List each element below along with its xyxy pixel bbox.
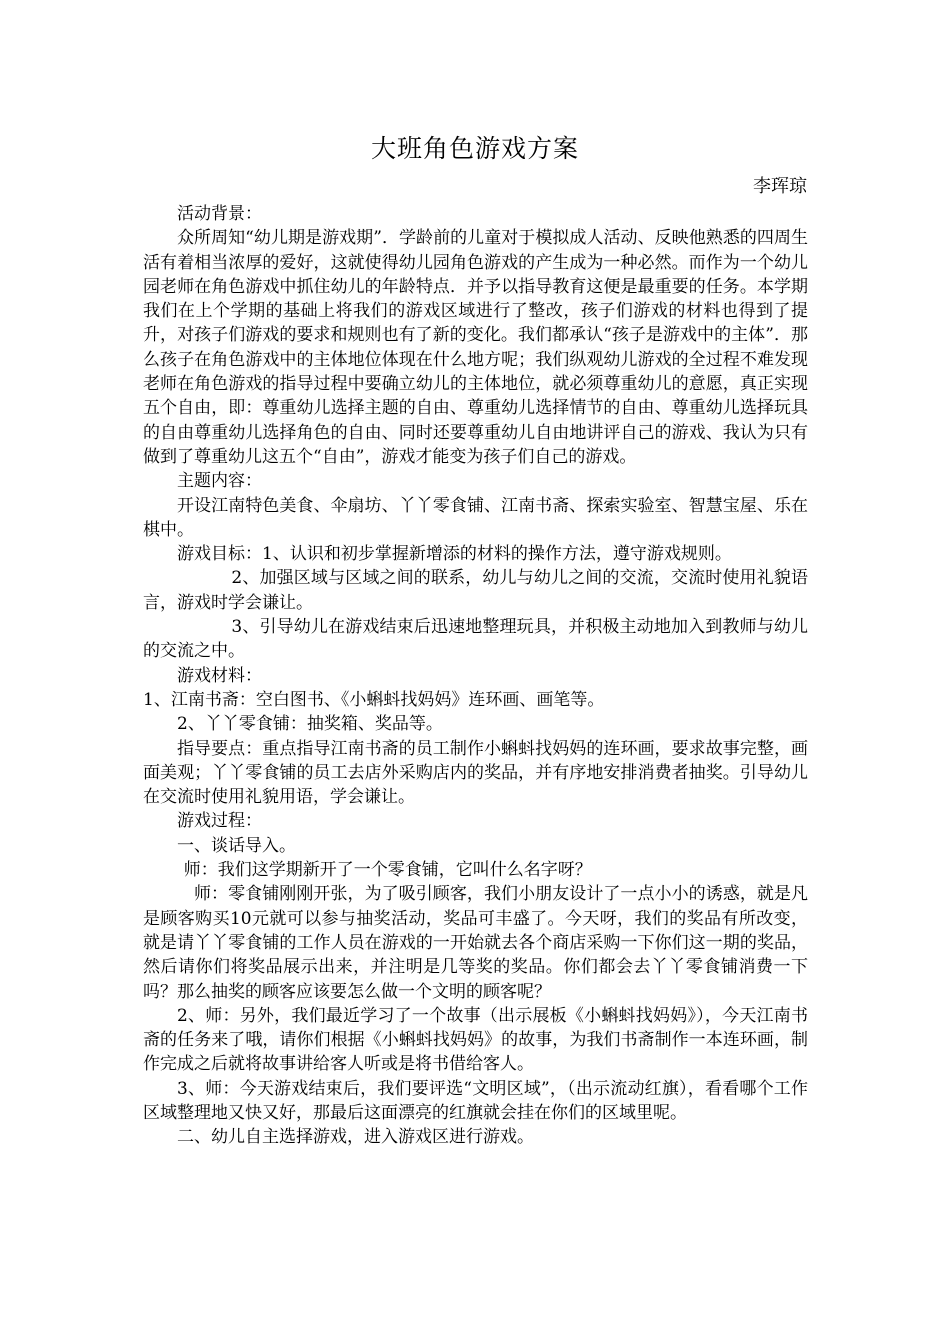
teacher-line-2: 师：零食铺刚刚开张，为了吸引顾客，我们小朋友设计了一点小小的诱惑，就是凡是顾客购买10元就可以参与抽奖活动，奖品可丰盛了。今天呀，我们的奖品有所改变，就是请丫丫零食铺的工作人员在游戏的一开始就去各个商店采购一下你们这一期的奖品，然后请你们将奖品展示出来，并注明是几等奖的奖品。你们都会去丫丫零食铺消费一下吗？那么抽奖的顾客应该要怎么做一个文明的顾客呢？ — [143, 884, 808, 1002]
document-title: 大班角色游戏方案 — [370, 134, 579, 163]
teacher-line-3: 2、师：另外，我们最近学习了一个故事（出示展板《小蝌蚪找妈妈》），今天江南书斋的任务来了哦，请你们根据《小蝌蚪找妈妈》的故事，为我们书斋制作一本连环画，制作完成之后就将故事讲给客人听或是将书借给客人。 — [143, 1005, 808, 1075]
paragraph-theme: 开设江南特色美食、伞扇坊、丫丫零食铺、江南书斋、探索实验室、智慧宝屋、乐在棋中。 — [143, 495, 808, 540]
goal-item-2: 2、加强区域与区域之间的联系，幼儿与幼儿之间的交流，交流时使用礼貌语言，游戏时学会谦让。 — [143, 568, 808, 613]
process-step-1: 一、谈话导入。 — [177, 835, 296, 856]
document-body — [143, 202, 808, 1150]
section-heading-process: 游戏过程： — [177, 811, 262, 832]
section-heading-background: 活动背景： — [177, 204, 262, 224]
materials-item-1: 1、江南书斋：空白图书、《小蝌蚪找妈妈》连环画、画笔等。 — [143, 689, 605, 710]
document-author: 李珲琼 — [753, 176, 807, 197]
section-heading-theme: 主题内容： — [177, 471, 262, 492]
teacher-line-4: 3、师：今天游戏结束后，我们要评选“文明区域”，（出示流动红旗），看看哪个工作区域整理地又快又好，那最后这面漂亮的红旗就会挂在你们的区域里呢。 — [143, 1078, 808, 1123]
paragraph-background: 众所周知“幼儿期是游戏期”．学龄前的儿童对于模拟成人活动、反映他熟悉的四周生活有着相当浓厚的爱好，这就使得幼儿园角色游戏的产生成为一种必然。而作为一个幼儿园老师在角色游戏中抓住幼儿的年龄特点．并予以指导教育这便是最重要的任务。本学期我们在上个学期的基础上将我们的游戏区域进行了整改，孩子们游戏的材料也得到了提升，对孩子们游戏的要求和规则也有了新的变化。我们都承认“孩子是游戏中的主体”．那么孩子在角色游戏中的主体地位体现在什么地方呢；我们纵观幼儿游戏的全过程不难发现老师在角色游戏的指导过程中要确立幼儿的主体地位，就必须尊重幼儿的意愿，真正实现五个自由，即：尊重幼儿选择主题的自由、尊重幼儿选择情节的自由、尊重幼儿选择玩具的自由尊重幼儿选择角色的自由、同时还要尊重幼儿自由地讲评自己的游戏、我认为只有做到了尊重幼儿这五个“自由”，游戏才能变为孩子们自己的游戏。 — [143, 228, 808, 467]
section-heading-materials: 游戏材料： — [177, 665, 262, 686]
teacher-line-1: 师：我们这学期新开了一个零食铺，它叫什么名字呀？ — [183, 860, 592, 881]
goal-item-3: 3、引导幼儿在游戏结束后迅速地整理玩具，并积极主动地加入到教师与幼儿的交流之中。 — [143, 617, 808, 662]
process-step-2: 二、幼儿自主选择游戏，进入游戏区进行游戏。 — [177, 1127, 534, 1148]
goal-item-1: 游戏目标：1、认识和初步掌握新增添的材料的操作方法，遵守游戏规则。 — [177, 544, 732, 565]
paragraph-guidance: 指导要点：重点指导江南书斋的员工制作小蝌蚪找妈妈的连环画，要求故事完整，画面美观；丫丫零食铺的员工去店外采购店内的奖品，并有序地安排消费者抽奖。引导幼儿在交流时使用礼貌用语，学会谦让。 — [143, 738, 808, 808]
materials-item-2: 2、丫丫零食铺：抽奖箱、奖品等。 — [177, 714, 443, 735]
